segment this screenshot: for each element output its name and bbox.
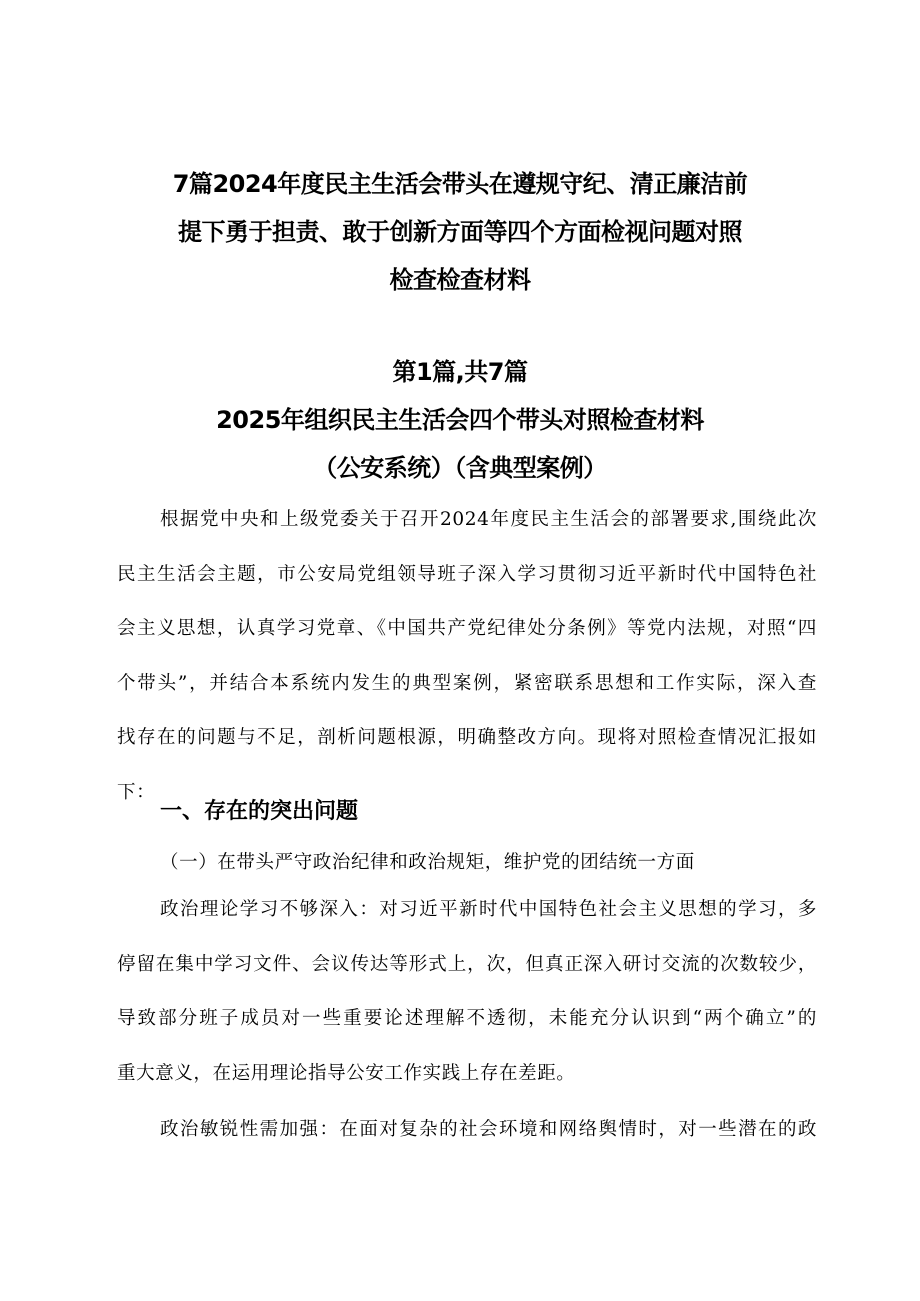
intro-line: 民主生活会主题，市公安局党组领导班子深入学习贯彻习近平新时代中国特色社 — [117, 563, 817, 585]
intro-line: 个带头”，并结合本系统内发生的典型案例，紧密联系思想和工作实际，深入查 — [117, 672, 817, 694]
paragraph-line: 停留在集中学习文件、会议传达等形式上，次，但真正深入研讨交流的次数较少， — [117, 953, 817, 975]
section-heading: 一、存在的突出问题 — [160, 799, 359, 824]
paragraph-line: 导致部分班子成员对一些重要论述理解不透彻，未能充分认识到“两个确立”的 — [117, 1008, 817, 1029]
intro-line: 找存在的问题与不足，剖析问题根源，明确整改方向。现将对照检查情况汇报如 — [117, 727, 817, 748]
sub-title-line-2: （公安系统）（含典型案例） — [313, 454, 607, 482]
main-title-line-1: 7篇2024年度民主生活会带头在遵规守纪、清正廉洁前 — [172, 170, 748, 198]
part-label: 第1篇,共7篇 — [392, 358, 528, 386]
paragraph-line: 政治敏锐性需加强：在面对复杂的社会环境和网络舆情时，对一些潜在的政 — [160, 1119, 817, 1140]
intro-line: 会主义思想，认真学习党章、《中国共产党纪律处分条例》等党内法规，对照“四 — [117, 618, 817, 639]
sub-title-line-1: 2025年组织民主生活会四个带头对照检查材料 — [216, 406, 704, 434]
subsection-heading: （一）在带头严守政治纪律和政治规矩，维护党的团结统一方面 — [160, 852, 695, 873]
paragraph-line: 重大意义，在运用理论指导公安工作实践上存在差距。 — [117, 1062, 576, 1084]
intro-line: 下： — [117, 781, 156, 803]
intro-paragraph — [117, 493, 817, 820]
paragraph-political-sensitivity — [117, 1103, 817, 1158]
intro-line: 根据党中央和上级党委关于召开2024年度民主生活会的部署要求,围绕此次 — [160, 509, 817, 530]
main-title-line-2: 提下勇于担责、敢于创新方面等四个方面检视问题对照 — [178, 218, 742, 246]
paragraph-theory-study — [117, 883, 817, 1101]
paragraph-line: 政治理论学习不够深入：对习近平新时代中国特色社会主义思想的学习，多 — [160, 899, 817, 920]
main-title-line-3: 检查检查材料 — [389, 266, 531, 294]
